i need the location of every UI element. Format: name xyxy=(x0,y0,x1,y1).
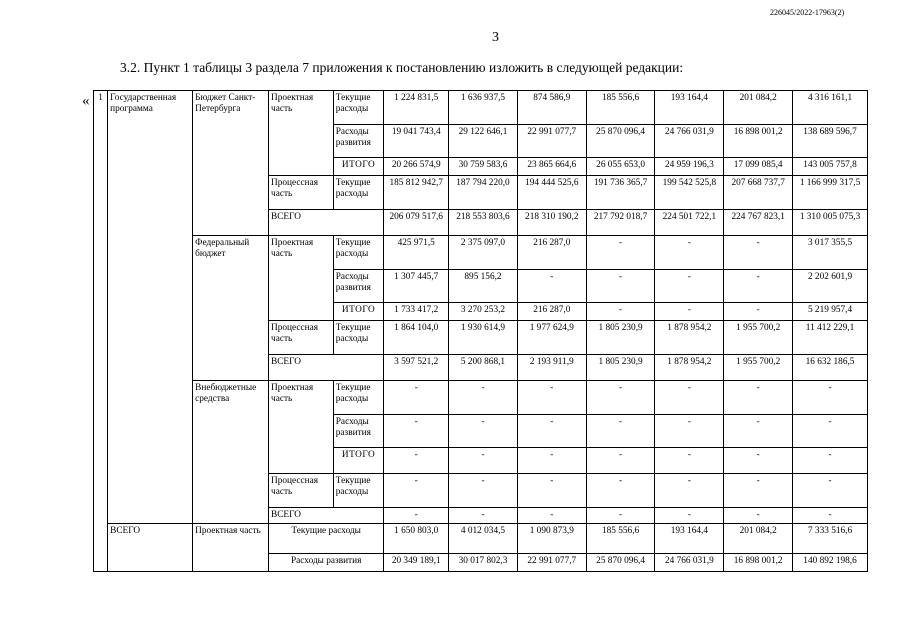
process-part-label: Процессная часть xyxy=(269,176,334,210)
dev-expenses-label: Расходы развития xyxy=(333,125,384,158)
total-project-current-cell: 1 650 803,0 xyxy=(384,524,449,554)
federal-project-itogo-cell: - xyxy=(724,303,793,321)
extra-vsego-cell: - xyxy=(793,508,868,524)
extra-project-itogo-cell: - xyxy=(724,448,793,474)
total-project-current-cell: 185 556,6 xyxy=(586,524,655,554)
extra-vsego-cell: - xyxy=(384,508,449,524)
page-number: 3 xyxy=(492,30,499,45)
dev-expenses-label: Расходы развития xyxy=(269,554,384,572)
spb-process-current-cell: 191 736 365,7 xyxy=(586,176,655,210)
spb-project-itogo-cell: 23 865 664,6 xyxy=(517,158,586,176)
budget-table xyxy=(93,90,868,572)
federal-project-itogo-cell: 1 733 417,2 xyxy=(384,303,449,321)
itogo-label: ИТОГО xyxy=(333,158,384,176)
federal-project-current-cell: 3 017 355,5 xyxy=(793,236,868,270)
spb-project-dev-cell: 138 689 596,7 xyxy=(793,125,868,158)
current-expenses-label: Текущие расходы xyxy=(269,524,384,554)
federal-vsego-cell: 1 805 230,9 xyxy=(586,355,655,381)
total-project-dev-cell: 24 766 031,9 xyxy=(655,554,724,572)
federal-project-itogo-cell: - xyxy=(586,303,655,321)
extra-vsego-cell: - xyxy=(586,508,655,524)
dev-expenses-label: Расходы развития xyxy=(333,270,384,303)
extra-project-itogo-cell: - xyxy=(384,448,449,474)
itogo-label: ИТОГО xyxy=(333,448,384,474)
current-expenses-label: Текущие расходы xyxy=(333,176,384,210)
project-part-label: Проектная часть xyxy=(269,236,334,321)
federal-project-dev-cell: 895 156,2 xyxy=(449,270,518,303)
federal-process-current-cell: 1 930 614,9 xyxy=(449,321,518,355)
spb-project-itogo-cell: 143 005 757,8 xyxy=(793,158,868,176)
table-row xyxy=(94,381,868,415)
federal-process-current-cell: 1 955 700,2 xyxy=(724,321,793,355)
spb-process-current-cell: 187 794 220,0 xyxy=(449,176,518,210)
federal-project-dev-cell: - xyxy=(724,270,793,303)
federal-vsego-cell: 1 955 700,2 xyxy=(724,355,793,381)
federal-project-current-cell: - xyxy=(724,236,793,270)
extra-project-current-cell: - xyxy=(655,381,724,415)
spb-process-current-cell: 185 812 942,7 xyxy=(384,176,449,210)
spb-project-itogo-cell: 20 266 574,9 xyxy=(384,158,449,176)
spb-project-dev-cell: 19 041 743,4 xyxy=(384,125,449,158)
extra-project-itogo-cell: - xyxy=(655,448,724,474)
total-project-current-cell: 4 012 034,5 xyxy=(449,524,518,554)
federal-project-current-cell: - xyxy=(586,236,655,270)
extra-vsego-cell: - xyxy=(449,508,518,524)
federal-project-current-cell: 425 971,5 xyxy=(384,236,449,270)
federal-process-current-cell: 1 805 230,9 xyxy=(586,321,655,355)
current-expenses-label: Текущие расходы xyxy=(333,321,384,355)
table-row xyxy=(94,236,868,270)
federal-vsego-cell: 16 632 186,5 xyxy=(793,355,868,381)
total-project-dev-cell: 30 017 802,3 xyxy=(449,554,518,572)
spb-vsego-cell: 1 310 005 075,3 xyxy=(793,210,868,236)
extra-process-current-cell: - xyxy=(517,474,586,508)
process-part-label: Процессная часть xyxy=(269,474,334,508)
dev-expenses-label: Расходы развития xyxy=(333,415,384,448)
total-project-dev-cell: 20 349 189,1 xyxy=(384,554,449,572)
extra-project-itogo-cell: - xyxy=(586,448,655,474)
spb-project-itogo-cell: 26 055 653,0 xyxy=(586,158,655,176)
extra-vsego-cell: - xyxy=(724,508,793,524)
federal-process-current-cell: 1 878 954,2 xyxy=(655,321,724,355)
extra-process-current-cell: - xyxy=(384,474,449,508)
total-project-dev-cell: 25 870 096,4 xyxy=(586,554,655,572)
spb-vsego-cell: 224 501 722,1 xyxy=(655,210,724,236)
extra-project-dev-cell: - xyxy=(384,415,449,448)
project-part-label: Проектная часть xyxy=(269,381,334,474)
spb-process-current-cell: 199 542 525,8 xyxy=(655,176,724,210)
spb-process-current-cell: 1 166 999 317,5 xyxy=(793,176,868,210)
document-id: 226045/2022-17963(2) xyxy=(770,8,845,17)
spb-project-current-cell: 201 084,2 xyxy=(724,91,793,125)
federal-project-itogo-cell: 3 270 253,2 xyxy=(449,303,518,321)
extra-project-dev-cell: - xyxy=(655,415,724,448)
extra-project-current-cell: - xyxy=(793,381,868,415)
extrabudget-label: Внебюджетные средства xyxy=(193,381,269,524)
federal-vsego-cell: 3 597 521,2 xyxy=(384,355,449,381)
extra-project-itogo-cell: - xyxy=(517,448,586,474)
vsego-label: ВСЕГО xyxy=(269,210,384,236)
federal-project-dev-cell: - xyxy=(655,270,724,303)
federal-project-dev-cell: 2 202 601,9 xyxy=(793,270,868,303)
federal-vsego-cell: 1 878 954,2 xyxy=(655,355,724,381)
federal-project-itogo-cell: 216 287,0 xyxy=(517,303,586,321)
spb-project-current-cell: 185 556,6 xyxy=(586,91,655,125)
spb-project-dev-cell: 29 122 646,1 xyxy=(449,125,518,158)
federal-project-itogo-cell: - xyxy=(655,303,724,321)
extra-process-current-cell: - xyxy=(724,474,793,508)
process-part-label: Процессная часть xyxy=(269,321,334,355)
spb-project-current-cell: 4 316 161,1 xyxy=(793,91,868,125)
federal-process-current-cell: 11 412 229,1 xyxy=(793,321,868,355)
extra-project-current-cell: - xyxy=(449,381,518,415)
spb-project-dev-cell: 16 898 001,2 xyxy=(724,125,793,158)
spb-project-dev-cell: 22 991 077,7 xyxy=(517,125,586,158)
federal-vsego-cell: 2 193 911,9 xyxy=(517,355,586,381)
table-row xyxy=(94,524,868,554)
spb-project-current-cell: 193 164,4 xyxy=(655,91,724,125)
federal-project-current-cell: 2 375 097,0 xyxy=(449,236,518,270)
federal-vsego-cell: 5 200 868,1 xyxy=(449,355,518,381)
extra-project-itogo-cell: - xyxy=(793,448,868,474)
total-project-dev-cell: 16 898 001,2 xyxy=(724,554,793,572)
spb-project-itogo-cell: 17 099 085,4 xyxy=(724,158,793,176)
spb-project-dev-cell: 24 766 031,9 xyxy=(655,125,724,158)
federal-project-dev-cell: - xyxy=(517,270,586,303)
grand-total-label: ВСЕГО xyxy=(108,524,193,572)
total-project-dev-cell: 22 991 077,7 xyxy=(517,554,586,572)
current-expenses-label: Текущие расходы xyxy=(333,236,384,270)
spb-project-dev-cell: 25 870 096,4 xyxy=(586,125,655,158)
project-part-label: Проектная часть xyxy=(269,91,334,176)
spb-project-itogo-cell: 30 759 583,6 xyxy=(449,158,518,176)
budget-spb-label: Бюджет Санкт-Петербурга xyxy=(193,91,269,236)
federal-process-current-cell: 1 864 104,0 xyxy=(384,321,449,355)
federal-project-dev-cell: 1 307 445,7 xyxy=(384,270,449,303)
spb-vsego-cell: 224 767 823,1 xyxy=(724,210,793,236)
total-project-current-cell: 201 084,2 xyxy=(724,524,793,554)
spb-process-current-cell: 207 668 737,7 xyxy=(724,176,793,210)
current-expenses-label: Текущие расходы xyxy=(333,91,384,125)
spb-process-current-cell: 194 444 525,6 xyxy=(517,176,586,210)
total-project-current-cell: 7 333 516,6 xyxy=(793,524,868,554)
extra-project-dev-cell: - xyxy=(724,415,793,448)
spb-vsego-cell: 217 792 018,7 xyxy=(586,210,655,236)
federal-project-current-cell: 216 287,0 xyxy=(517,236,586,270)
spb-project-current-cell: 1 224 831,5 xyxy=(384,91,449,125)
table-row xyxy=(94,91,868,125)
extra-project-current-cell: - xyxy=(384,381,449,415)
project-part-label: Проектная часть xyxy=(193,524,269,572)
extra-project-dev-cell: - xyxy=(449,415,518,448)
extra-project-current-cell: - xyxy=(586,381,655,415)
spb-vsego-cell: 206 079 517,6 xyxy=(384,210,449,236)
quote-mark: « xyxy=(82,93,90,109)
vsego-label: ВСЕГО xyxy=(269,355,384,381)
vsego-label: ВСЕГО xyxy=(269,508,384,524)
extra-project-dev-cell: - xyxy=(586,415,655,448)
section-heading: 3.2. Пункт 1 таблицы 3 раздела 7 приложения к постановлению изложить в следующей редакции: xyxy=(120,60,684,75)
extra-process-current-cell: - xyxy=(449,474,518,508)
spb-vsego-cell: 218 310 190,2 xyxy=(517,210,586,236)
spb-project-current-cell: 1 636 937,5 xyxy=(449,91,518,125)
current-expenses-label: Текущие расходы xyxy=(333,381,384,415)
federal-project-itogo-cell: 5 219 957,4 xyxy=(793,303,868,321)
spb-vsego-cell: 218 553 803,6 xyxy=(449,210,518,236)
gov-program-label: Государственная программа xyxy=(108,91,193,524)
current-expenses-label: Текущие расходы xyxy=(333,474,384,508)
extra-project-itogo-cell: - xyxy=(449,448,518,474)
row-index: 1 xyxy=(94,91,108,572)
extra-project-current-cell: - xyxy=(724,381,793,415)
itogo-label: ИТОГО xyxy=(333,303,384,321)
federal-process-current-cell: 1 977 624,9 xyxy=(517,321,586,355)
extra-process-current-cell: - xyxy=(793,474,868,508)
spb-project-itogo-cell: 24 959 196,3 xyxy=(655,158,724,176)
spb-project-current-cell: 874 586,9 xyxy=(517,91,586,125)
total-project-current-cell: 1 090 873,9 xyxy=(517,524,586,554)
federal-budget-label: Федеральный бюджет xyxy=(193,236,269,381)
extra-project-dev-cell: - xyxy=(517,415,586,448)
total-project-dev-cell: 140 892 198,6 xyxy=(793,554,868,572)
extra-process-current-cell: - xyxy=(655,474,724,508)
extra-project-dev-cell: - xyxy=(793,415,868,448)
extra-process-current-cell: - xyxy=(586,474,655,508)
extra-vsego-cell: - xyxy=(517,508,586,524)
total-project-current-cell: 193 164,4 xyxy=(655,524,724,554)
federal-project-dev-cell: - xyxy=(586,270,655,303)
extra-project-current-cell: - xyxy=(517,381,586,415)
federal-project-current-cell: - xyxy=(655,236,724,270)
extra-vsego-cell: - xyxy=(655,508,724,524)
